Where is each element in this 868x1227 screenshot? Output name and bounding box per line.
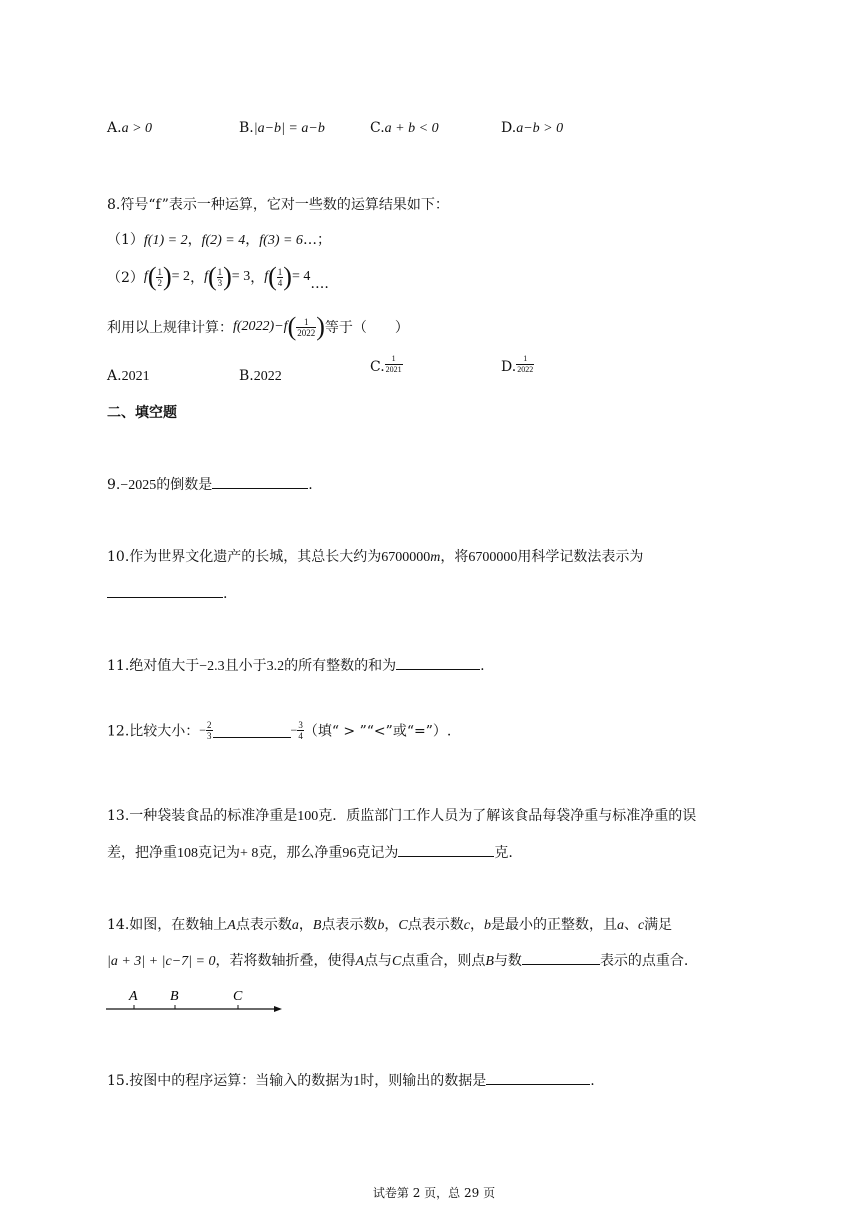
var: a: [616, 918, 624, 933]
answer-blank[interactable]: [396, 655, 480, 670]
q8-calc: 利用以上规律计算：f(2022)−f( $\frac{1}{2022}$ )等于（ ）: [107, 312, 409, 341]
q14-line2: [107, 950, 688, 970]
f-value: f(3) = 6: [259, 233, 303, 248]
fraction: $\frac{2}{3}$: [207, 720, 212, 741]
q8-option-b: [239, 368, 282, 385]
line-end: …；: [302, 232, 331, 248]
answer-blank[interactable]: [107, 583, 223, 598]
option-letter: C.: [370, 120, 385, 136]
q-text: 点表示数: [407, 917, 464, 933]
q-text: 满足: [644, 917, 673, 933]
q-value: 6700000: [468, 550, 518, 565]
fraction: $\frac{1}{2022}$: [517, 354, 534, 374]
q-text: 13.一种袋装食品的标准净重是: [107, 808, 298, 824]
q10-line2: [107, 583, 227, 602]
q9: [107, 474, 313, 494]
q-text: 且小于: [224, 658, 267, 674]
f-value: f(2) = 4: [201, 233, 246, 248]
q7-option-c: [370, 120, 439, 137]
q-text: 与数: [493, 953, 522, 969]
q-value: −2025: [120, 478, 157, 493]
q-value: + 8: [240, 846, 259, 861]
q-value: −2.3: [199, 659, 225, 674]
q-text: 表示的点重合.: [599, 953, 689, 969]
arrow-icon: [274, 1006, 282, 1012]
q7-option-b: [239, 120, 325, 137]
q8-intro: 8.符号“f”表示一种运算，它对一些数的运算结果如下：: [107, 197, 449, 213]
q13-line1: [107, 805, 696, 825]
option-expr: a−b > 0: [516, 121, 564, 136]
var: B: [312, 918, 322, 933]
q-text: 克记为: [356, 845, 399, 861]
q-text: 12.比较大小：: [107, 723, 200, 740]
sign: −: [290, 723, 298, 737]
page-footer: 试卷第 2 页，总 29 页: [372, 1186, 496, 1200]
q14-line1: [107, 914, 672, 934]
separator: ，: [250, 270, 265, 286]
q-end: .: [480, 658, 485, 674]
q-text: 克．质监部门工作人员为了解该食品每袋净重与标准净重的误: [318, 808, 697, 824]
option-letter: B.: [239, 120, 254, 136]
option-expr: a > 0: [121, 121, 153, 136]
q-text: ，: [298, 917, 313, 933]
q-text: 14.如图，在数轴上: [107, 917, 228, 933]
fraction: $\frac{1}{4}$: [277, 266, 283, 288]
calc-suffix: 等于（ ）: [324, 320, 409, 336]
var: b: [377, 918, 385, 933]
option-letter: C.: [370, 359, 385, 375]
calc-prefix: 利用以上规律计算：: [107, 320, 233, 336]
option-value: 2022: [253, 369, 282, 384]
q-text: 克，那么净重: [258, 845, 343, 861]
q-value: 1: [353, 1074, 361, 1089]
answer-blank[interactable]: [522, 950, 600, 965]
label-b: B: [170, 989, 179, 1004]
answer-blank[interactable]: [486, 1070, 590, 1085]
answer-blank[interactable]: [398, 842, 494, 857]
q-number: 9.: [107, 477, 121, 493]
q-value: 6700000: [381, 550, 431, 565]
f-symbol: f: [143, 269, 148, 284]
q8-option-d: [501, 354, 534, 375]
sign: −: [199, 723, 207, 737]
var: c: [463, 918, 470, 933]
q-text: 时，则输出的数据是: [360, 1073, 487, 1089]
option-letter: A.: [107, 120, 122, 136]
q-end: .: [590, 1073, 595, 1089]
q7-option-a: [107, 120, 152, 137]
q13-line2: [107, 842, 513, 862]
q-text: 差，把净重: [107, 845, 177, 861]
answer-blank[interactable]: [213, 723, 291, 738]
abs-rest: = a−b: [288, 121, 325, 136]
q-value: 108: [177, 846, 198, 861]
q-value: 3.2: [266, 659, 285, 674]
answer-blank[interactable]: [212, 474, 308, 489]
q-text: 的所有整数的和为: [284, 658, 397, 674]
q12: [107, 720, 451, 741]
q-text: ，: [384, 917, 399, 933]
q-text: 点表示数: [321, 917, 378, 933]
option-expr: |a−b| = a−b: [253, 121, 325, 136]
var: A: [355, 954, 365, 969]
f-symbol: f: [204, 269, 208, 284]
q8-option-a: [107, 368, 150, 385]
q-text: ，: [469, 917, 484, 933]
f-symbol: f: [264, 269, 269, 284]
var: A: [227, 918, 236, 933]
var: C: [398, 918, 408, 933]
fraction: $\frac{1}{2021}$: [385, 354, 402, 374]
q-end: 克.: [494, 845, 513, 861]
var: C: [392, 954, 402, 969]
q15: [107, 1070, 595, 1090]
line-label: （1）: [107, 232, 144, 248]
q-text: 克记为: [198, 845, 240, 861]
line-label: （2）: [107, 270, 144, 286]
fraction: $\frac{1}{3}$: [217, 266, 223, 288]
q-text: 10.作为世界文化遗产的长城，其总长大约为: [107, 549, 382, 565]
q-text: 点表示数: [235, 917, 292, 933]
fraction: $\frac{3}{4}$: [298, 720, 303, 741]
label-c: C: [233, 989, 243, 1004]
q-text: 15.按图中的程序运算：当输入的数据为: [107, 1073, 354, 1089]
option-value: 2021: [121, 369, 150, 384]
q-text: （填“ > ”“<”或“=”）.: [303, 723, 452, 740]
q-end: .: [223, 586, 228, 602]
f-value: = 2: [171, 269, 191, 284]
fraction: $\frac{1}{2}$: [157, 266, 162, 288]
separator: ，: [190, 270, 205, 286]
option-letter: A.: [107, 368, 122, 384]
option-expr: a + b < 0: [384, 121, 439, 136]
separator: ，: [187, 232, 202, 248]
q8-line1: [107, 229, 331, 249]
abs-inner: a−b: [257, 121, 282, 136]
q8-line2: （2）f( $\frac{1}{2}$ )= 2，f( $\frac{1}{3}$ )= 3，f( $\frac{1}{4}$ )= 4….: [107, 262, 329, 292]
q-unit: m: [430, 550, 441, 565]
q-text: ，将: [440, 549, 469, 565]
q-text: 是最小的正整数，且: [490, 917, 617, 933]
q7-option-d: [501, 120, 563, 137]
q-text: 用科学记数法表示为: [517, 549, 644, 565]
var: B: [485, 954, 494, 969]
section-title: 二、填空题: [107, 405, 177, 421]
q-text: 的倒数是: [156, 477, 213, 493]
f-value: = 4: [291, 269, 311, 284]
var: a: [291, 918, 299, 933]
abs-expr: |a + 3| + |c−7| = 0: [107, 954, 216, 969]
q11: [107, 655, 485, 675]
f-value: f(1) = 2: [143, 233, 188, 248]
q-text: 点与: [364, 953, 393, 969]
separator: ，: [245, 232, 260, 248]
q10-line1: [107, 546, 643, 566]
line-end: ….: [310, 276, 329, 292]
q-text: ，若将数轴折叠，使得: [215, 953, 356, 969]
label-a: A: [129, 989, 138, 1004]
option-letter: D.: [501, 120, 517, 136]
q-text: 点重合，则点: [401, 953, 486, 969]
q-text: 、: [623, 917, 638, 933]
q-text: 11.绝对值大于: [107, 658, 200, 674]
var: b: [483, 918, 491, 933]
option-letter: B.: [239, 368, 254, 384]
calc-expr: f(2022)−f: [233, 319, 288, 334]
f-value: = 3: [231, 269, 251, 284]
number-line-figure: [104, 985, 288, 1019]
q-value: 100: [297, 809, 319, 824]
fraction: $\frac{1}{2022}$: [297, 316, 316, 338]
q-value: 96: [342, 846, 357, 861]
option-letter: D.: [501, 359, 517, 375]
q8-option-c: [370, 354, 403, 375]
q-end: .: [308, 477, 313, 493]
var: c: [637, 918, 645, 933]
